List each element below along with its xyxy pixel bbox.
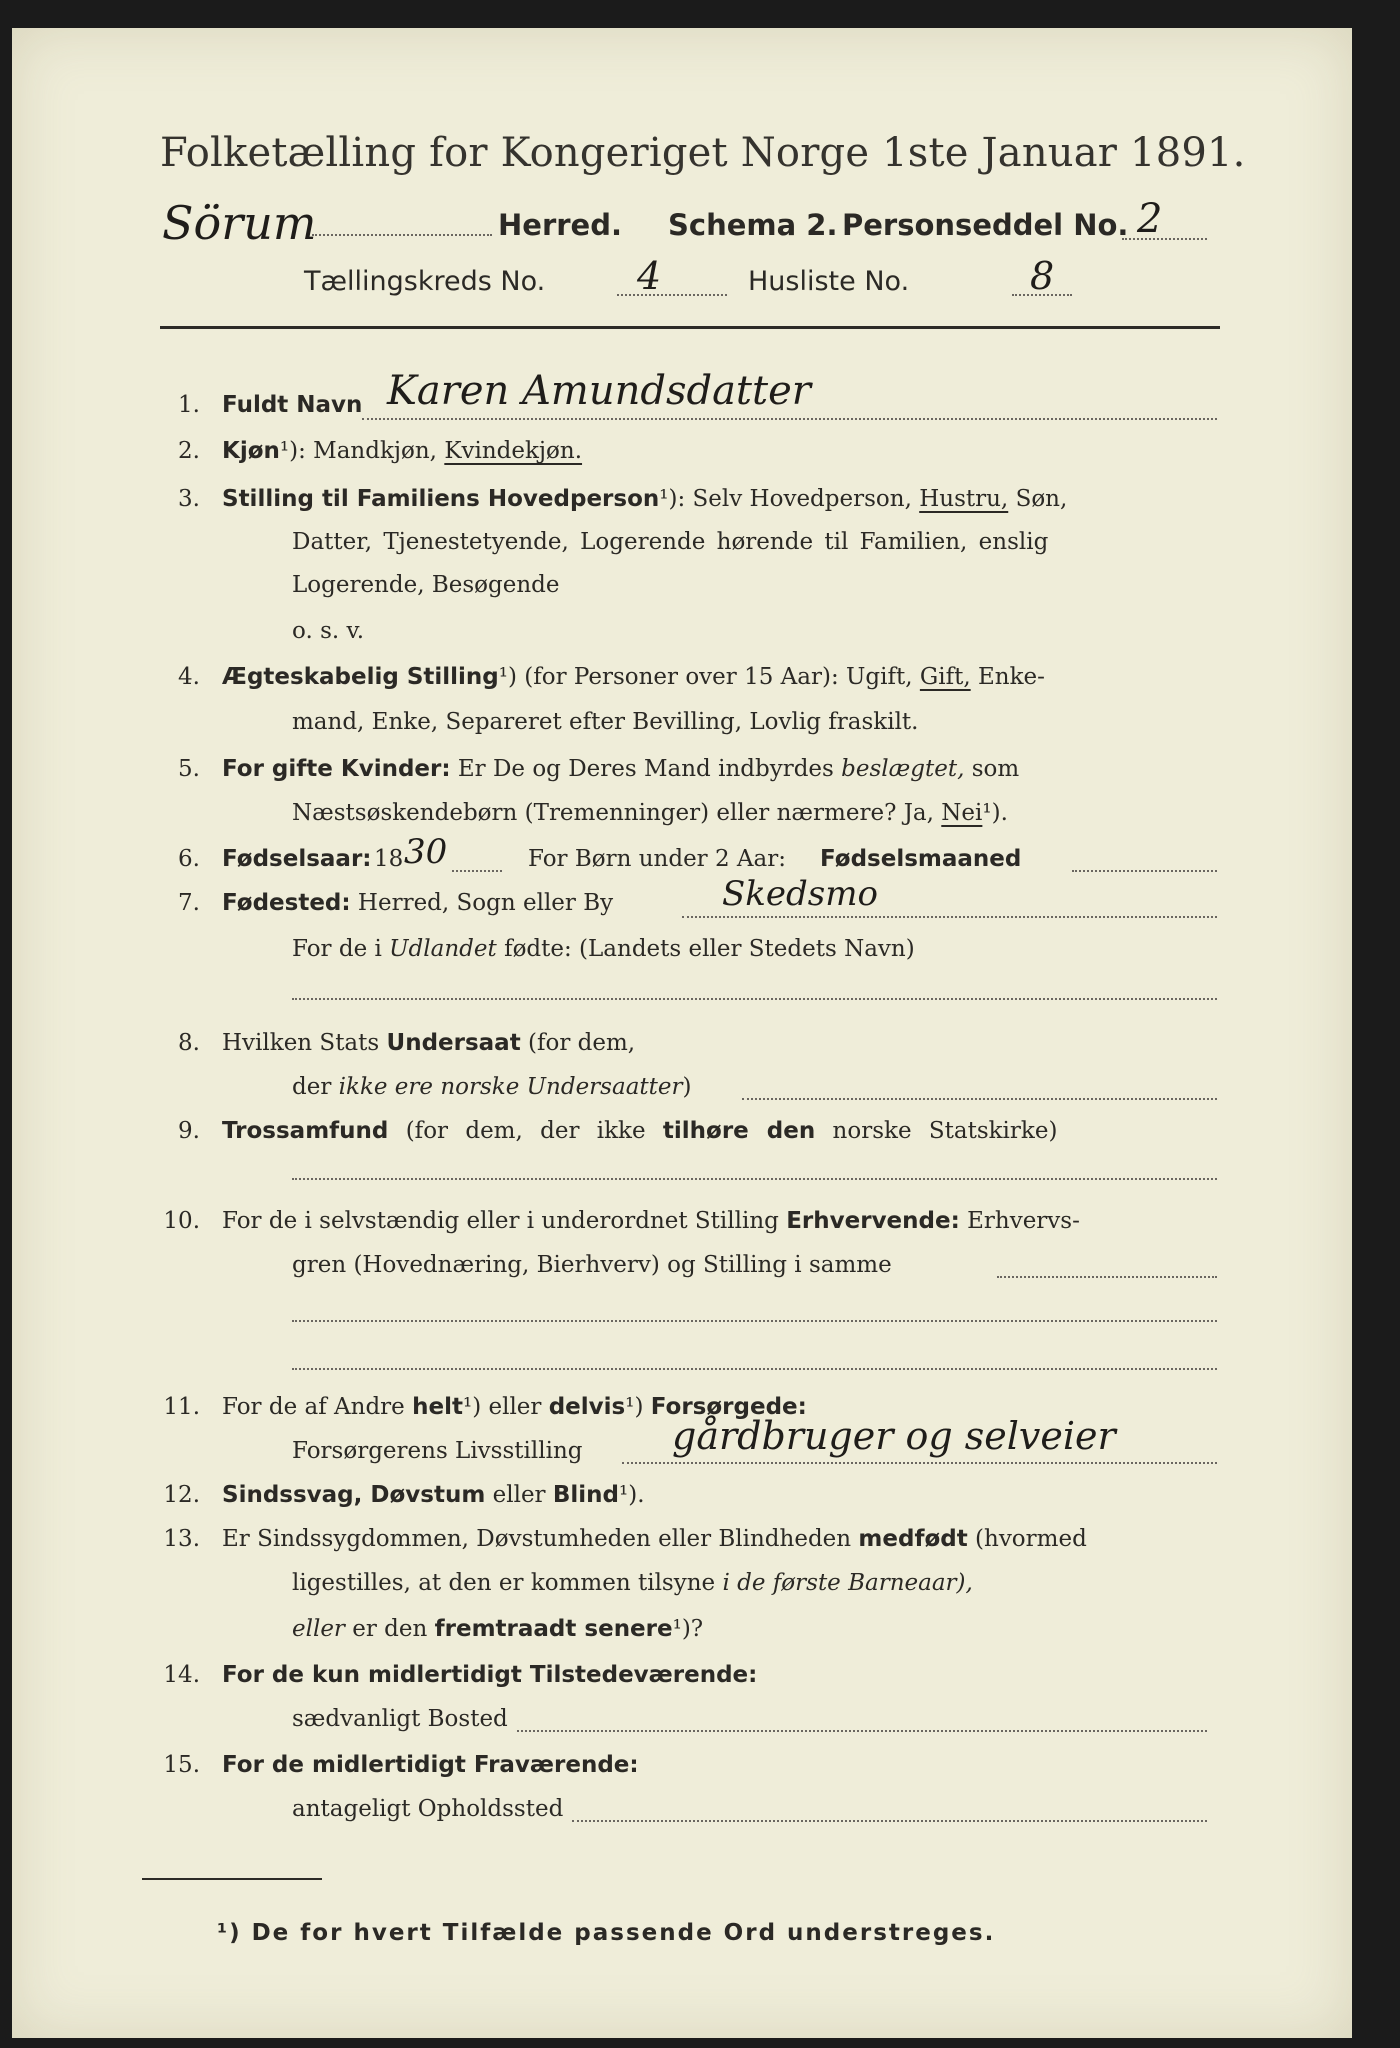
q9-number: 9. — [178, 1118, 200, 1144]
q11-line1-a: For de af Andre — [222, 1394, 405, 1420]
q6-prefix: 18 — [374, 846, 404, 872]
q10-line1-a: For de i selvstændig eller i underordnet Stilling — [222, 1208, 779, 1234]
q4-line2: mand, Enke, Separeret efter Bevilling, Lovlig fraskilt. — [292, 709, 919, 735]
personseddel-label: Personseddel No. — [842, 208, 1129, 242]
herred-value: Sörum — [162, 196, 317, 250]
personseddel-value: 2 — [1137, 196, 1163, 242]
q7-dots — [682, 916, 1217, 918]
herred-label: Herred. — [498, 208, 622, 242]
q10-number: 10. — [163, 1208, 200, 1234]
q9-line1 — [222, 1118, 1057, 1144]
q5-nei: Nei — [941, 800, 983, 826]
q5-som: som — [971, 756, 1020, 782]
q4-rest-a: ¹) (for Personer over 15 Aar): Ugift, — [498, 664, 913, 690]
q8-line1-a: Hvilken Stats — [222, 1030, 380, 1056]
q10-line2: gren (Hovednæring, Bierhverv) og Stilling i samme — [292, 1252, 892, 1278]
q10-dots-b — [292, 1320, 1217, 1322]
q2-number: 2. — [178, 438, 200, 464]
q4-line1 — [222, 664, 1045, 690]
q5-question: Næstsøskendebørn (Tremenninger) eller nærmere? Ja, — [292, 800, 934, 826]
q6-maaned: Fødselsmaaned — [820, 846, 1022, 872]
q13-line2 — [292, 1570, 973, 1596]
kreds-value: 4 — [637, 254, 662, 298]
q4-number: 4. — [178, 664, 200, 690]
q15-number: 15. — [163, 1752, 200, 1778]
q5-line2 — [292, 800, 1008, 826]
q13-fremtraadt: fremtraadt senere — [434, 1616, 673, 1642]
q3-rest: ¹): Selv Hovedperson, — [659, 486, 912, 512]
q2-note: ¹): — [279, 438, 306, 464]
husliste-label: Husliste No. — [748, 266, 910, 297]
q11-value: gårdbruger og selveier — [672, 1414, 1116, 1458]
q11-line1-c: ¹) — [625, 1394, 644, 1420]
q5-rest: Er De og Deres Mand indbyrdes — [457, 756, 834, 782]
husliste-dots — [1012, 294, 1072, 296]
q11-line1-b: ¹) eller — [462, 1394, 542, 1420]
q11-delvis: delvis — [548, 1394, 626, 1420]
q10-dots-a — [997, 1276, 1217, 1278]
q5-line1 — [222, 756, 1019, 782]
q8-line2 — [292, 1074, 691, 1100]
q13-line1-a: Er Sindssygdommen, Døvstumheden eller Blindheden — [222, 1526, 852, 1552]
q6-dots-b — [1072, 870, 1217, 872]
q3-hustru: Hustru, — [919, 486, 1009, 512]
q13-line3-a: eller — [292, 1616, 345, 1642]
q3-line2: Datter, Tjenestetyende, Logerende hørende til Familien, enslig — [292, 529, 1049, 555]
husliste-value: 8 — [1030, 254, 1055, 298]
q5-number: 5. — [178, 756, 200, 782]
q7-label: Fødested: — [222, 890, 351, 916]
q8-line2-c: ) — [682, 1074, 692, 1100]
q2-opt1: Mandkjøn, — [313, 438, 437, 464]
q10-line1-b: Erhvervs- — [967, 1208, 1080, 1234]
q11-number: 11. — [163, 1394, 200, 1420]
q8-line2-b: ikke ere norske Undersaatter — [338, 1074, 683, 1100]
q3-line4: o. s. v. — [292, 618, 365, 644]
q2-label: Kjøn — [222, 438, 280, 464]
q15-line2: antageligt Opholdssted — [292, 1796, 564, 1822]
q1-value: Karen Amundsdatter — [387, 368, 811, 414]
q3-label: Stilling til Familiens Hovedperson — [222, 486, 660, 512]
q3-line1 — [222, 486, 1067, 512]
q12-label: Sindssvag, Døvstum — [222, 1482, 486, 1508]
schema-label: Schema 2. — [668, 208, 838, 242]
q14-label: For de kun midlertidigt Tilstedeværende: — [222, 1662, 758, 1688]
q10-erhvervende: Erhvervende: — [786, 1208, 960, 1234]
q3-number: 3. — [178, 486, 200, 512]
q7-line2-b: fødte: (Landets eller Stedets Navn) — [504, 936, 915, 962]
q11-dots — [622, 1462, 1217, 1464]
q8-line2-a: der — [292, 1074, 332, 1100]
q2-line — [222, 438, 582, 464]
q12-number: 12. — [163, 1482, 200, 1508]
q4-rest-b: Enke- — [977, 664, 1045, 690]
q13-line2-a: ligestilles, at den er kommen tilsyne — [292, 1570, 716, 1596]
kreds-label: Tællingskreds No. — [304, 266, 546, 297]
q8-number: 8. — [178, 1030, 200, 1056]
q7-line2-a: For de i — [292, 936, 382, 962]
form-title: Folketælling for Kongeriget Norge 1ste Januar 1891. — [160, 130, 1246, 176]
q13-line3 — [292, 1616, 703, 1642]
census-form-page — [12, 28, 1352, 2038]
q15-dots — [572, 1820, 1207, 1822]
q9-rest-a: (for dem, der ikke — [405, 1118, 646, 1144]
q8-line1 — [222, 1030, 635, 1056]
q11-forsorgede: Forsørgede: — [650, 1394, 807, 1420]
q8-line1-b: (for dem, — [528, 1030, 636, 1056]
q6-number: 6. — [178, 846, 200, 872]
q7-line1 — [222, 890, 613, 916]
q14-number: 14. — [163, 1662, 200, 1688]
footnote: ¹) De for hvert Tilfælde passende Ord understreges. — [217, 1920, 996, 1946]
q6-label: Fødselsaar: — [222, 846, 372, 872]
q13-line2-b: i de første Barneaar), — [722, 1570, 973, 1596]
q13-medfodt: medfødt — [858, 1526, 968, 1552]
q8-undersaat: Undersaat — [386, 1030, 521, 1056]
q6-value: 30 — [404, 832, 448, 872]
q1-dots — [362, 418, 1217, 420]
q5-nei-tail: ¹). — [982, 800, 1008, 826]
q1-number: 1. — [178, 392, 200, 418]
q7-rest: Herred, Sogn eller By — [357, 890, 614, 916]
herred-dots — [312, 234, 492, 236]
q9-tilhore: tilhøre den — [662, 1118, 816, 1144]
q9-dots — [292, 1178, 1217, 1180]
q3-line3: Logerende, Besøgende — [292, 572, 560, 598]
q5-label: For gifte Kvinder: — [222, 756, 451, 782]
q12-tail: ¹). — [619, 1482, 645, 1508]
q11-line2: Forsørgerens Livsstilling — [292, 1438, 583, 1464]
q4-label: Ægteskabelig Stilling — [222, 664, 499, 690]
q6-dots-a — [452, 870, 502, 872]
q7-line2 — [292, 936, 915, 962]
q7-udlandet: Udlandet — [389, 936, 497, 962]
q7-dots-2 — [292, 998, 1217, 1000]
q13-line1 — [222, 1526, 1087, 1552]
q1-label: Fuldt Navn — [222, 392, 363, 418]
q15-label: For de midlertidigt Fraværende: — [222, 1752, 639, 1778]
q9-rest-b: norske Statskirke) — [832, 1118, 1058, 1144]
header-rule — [160, 326, 1220, 329]
q12-eller: eller — [492, 1482, 546, 1508]
q9-label: Trossamfund — [222, 1118, 389, 1144]
q13-line3-b: er den — [352, 1616, 428, 1642]
q10-line1 — [222, 1208, 1080, 1234]
q3-son: Søn, — [1015, 486, 1068, 512]
q6-mid: For Børn under 2 Aar: — [528, 846, 786, 872]
q10-dots-c — [292, 1368, 1217, 1370]
footnote-rule — [142, 1878, 322, 1880]
q7-value: Skedsmo — [722, 874, 878, 914]
q14-dots — [517, 1730, 1207, 1732]
q2-opt2: Kvindekjøn. — [444, 438, 583, 464]
q13-line1-b: (hvormed — [975, 1526, 1087, 1552]
kreds-dots — [617, 294, 727, 296]
q12-blind: Blind — [552, 1482, 620, 1508]
q11-helt: helt — [412, 1394, 463, 1420]
q8-dots — [742, 1098, 1217, 1100]
q5-beslaegtet: beslægtet, — [841, 756, 965, 782]
q4-gift: Gift, — [919, 664, 971, 690]
q14-line2: sædvanligt Bosted — [292, 1706, 508, 1732]
personseddel-dots — [1122, 238, 1207, 240]
q13-line3-c: ¹)? — [672, 1616, 704, 1642]
q12-line1 — [222, 1482, 645, 1508]
q7-number: 7. — [178, 890, 200, 916]
q13-number: 13. — [163, 1526, 200, 1552]
